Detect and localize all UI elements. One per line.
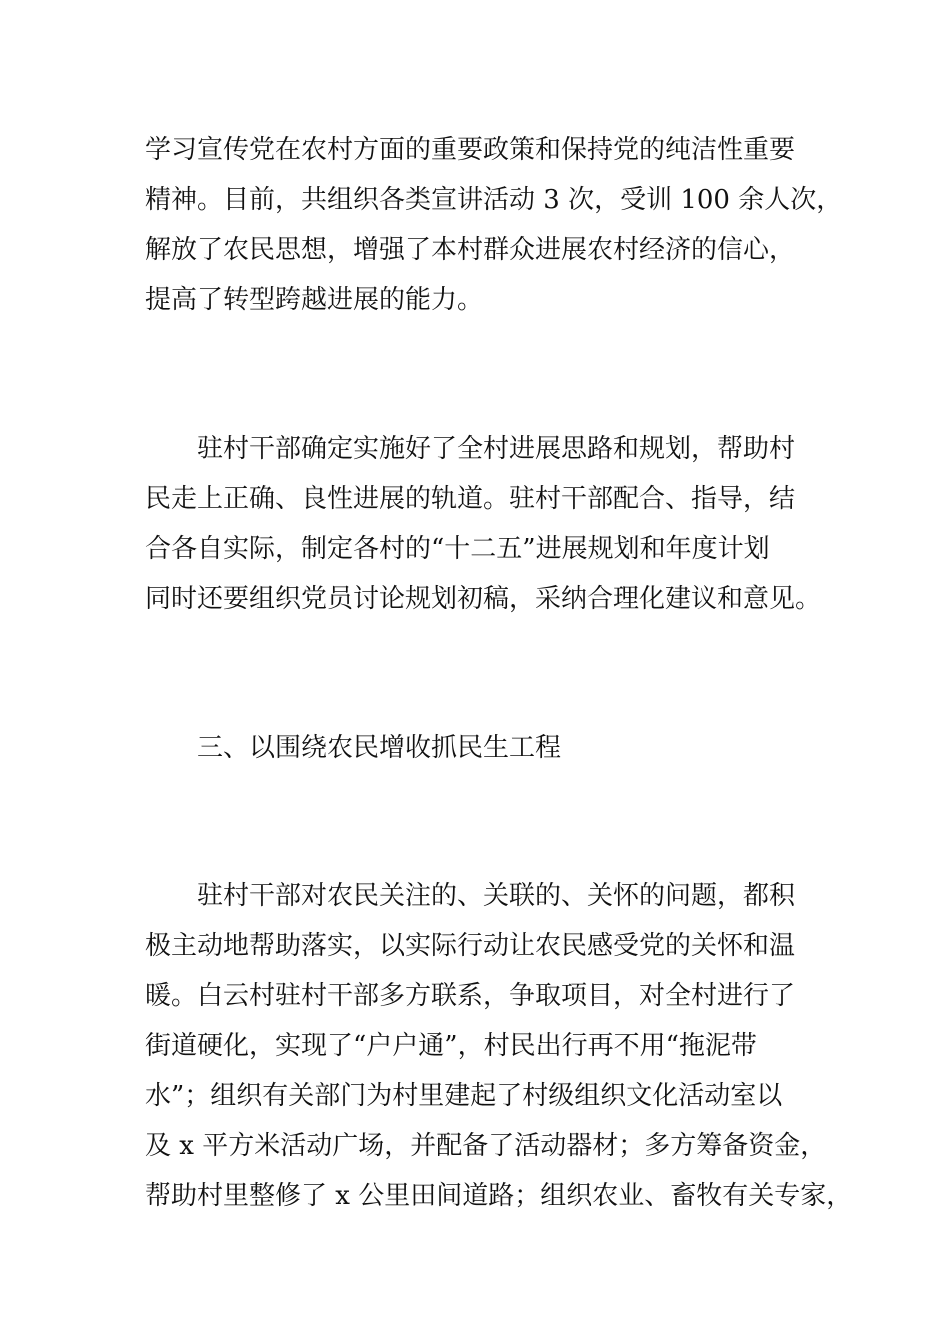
- paragraph-4-line-7: 帮助村里整修了 x 公里田间道路；组织农业、畜牧有关专家，: [145, 1181, 853, 1211]
- paragraph-4-line-1: 驻村干部对农民关注的、关联的、关怀的问题，都积: [197, 881, 796, 911]
- paragraph-1-line-4: 提高了转型跨越进展的能力。: [145, 285, 484, 315]
- paragraph-1-line-2: 精神。目前，共组织各类宣讲活动 3 次，受训 100 余人次，: [145, 185, 843, 215]
- paragraph-4-line-3: 暖。白云村驻村干部多方联系，争取项目，对全村进行了: [145, 981, 796, 1011]
- paragraph-4-line-5: 水”；组织有关部门为村里建起了村级组织文化活动室以: [145, 1081, 783, 1111]
- paragraph-2-line-2: 民走上正确、良性进展的轨道。驻村干部配合、指导，结: [145, 484, 796, 514]
- paragraph-1-line-3: 解放了农民思想，增强了本村群众进展农村经济的信心，: [145, 235, 796, 265]
- paragraph-4-line-2: 极主动地帮助落实，以实际行动让农民感受党的关怀和温: [145, 931, 796, 961]
- section-heading: 三、以围绕农民增收抓民生工程: [197, 733, 562, 763]
- paragraph-4-line-6: 及 x 平方米活动广场，并配备了活动器材；多方筹备资金，: [145, 1131, 827, 1161]
- paragraph-2-line-4: 同时还要组织党员讨论规划初稿，采纳合理化建议和意见。: [145, 584, 822, 614]
- paragraph-1-line-1: 学习宣传党在农村方面的重要政策和保持党的纯洁性重要: [145, 135, 796, 165]
- paragraph-2-line-1: 驻村干部确定实施好了全村进展思路和规划，帮助村: [197, 434, 796, 464]
- paragraph-2-line-3: 合各自实际，制定各村的“十二五”进展规划和年度计划: [145, 534, 770, 564]
- paragraph-4-line-4: 街道硬化，实现了“户户通”，村民出行再不用“拖泥带: [145, 1031, 757, 1061]
